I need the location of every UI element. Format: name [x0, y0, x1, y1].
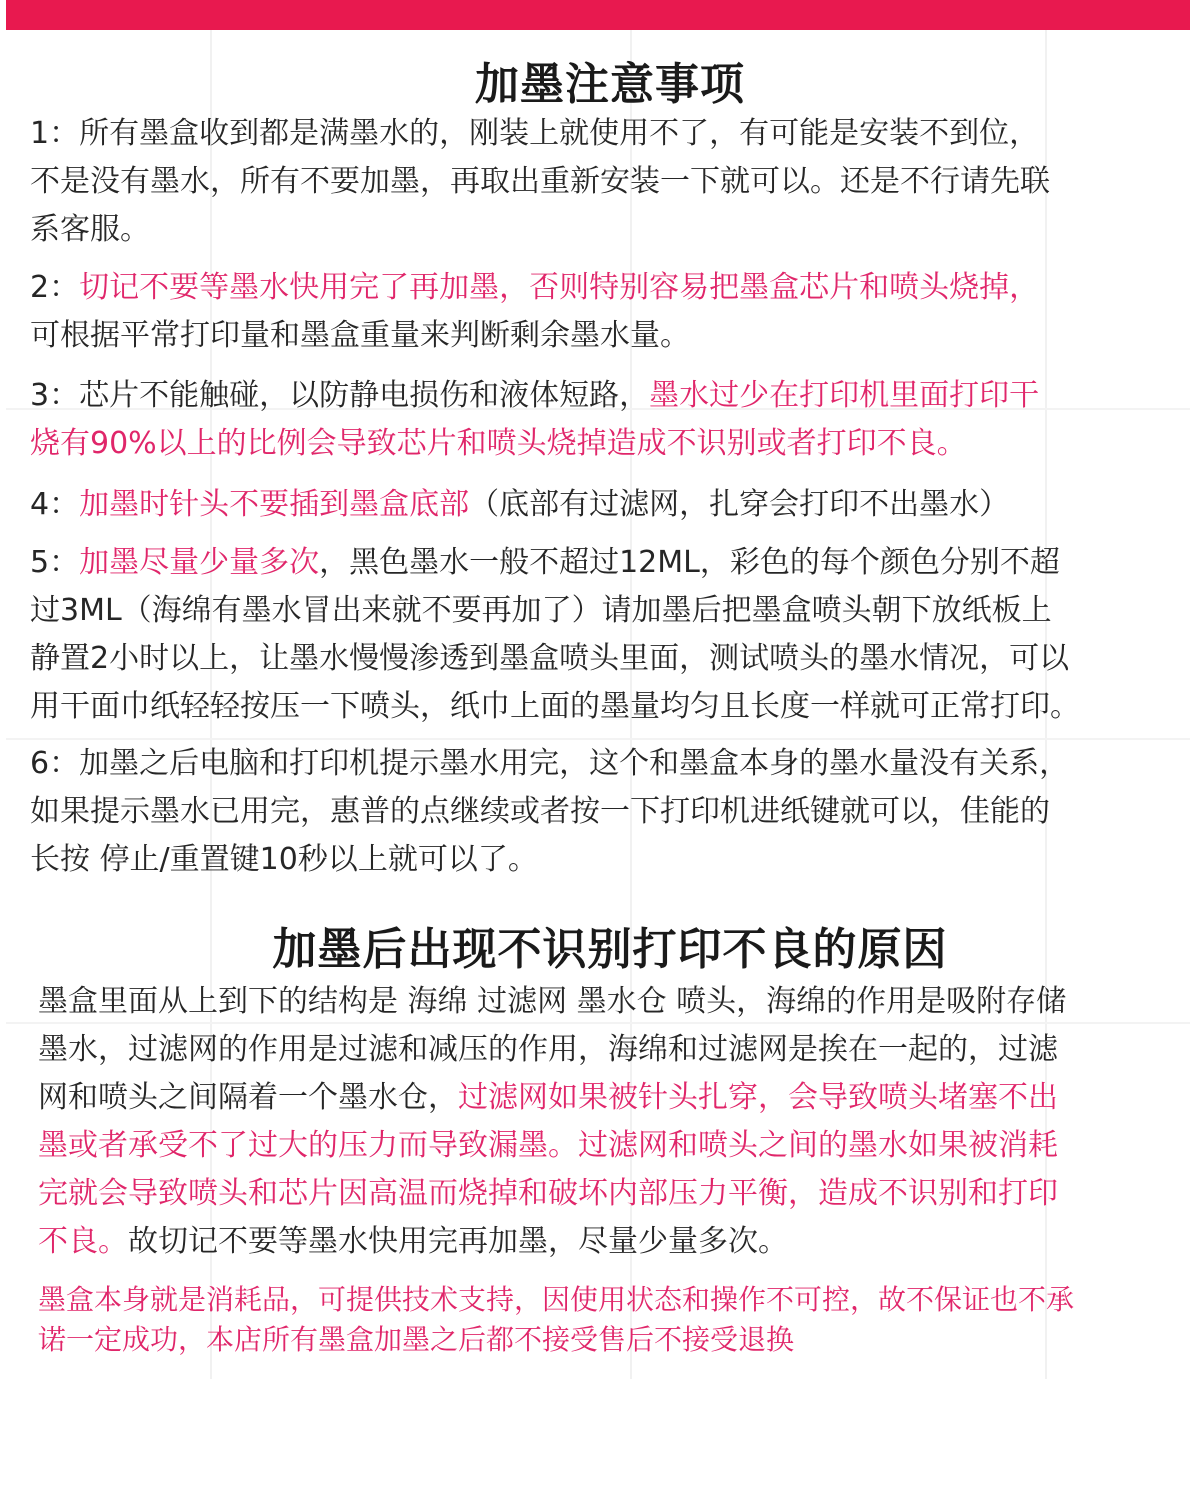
- body-text: 过3ML（海绵有墨水冒出来就不要再加了）请加墨后把墨盒喷头朝下放纸板上: [30, 593, 1052, 628]
- text-line: [30, 312, 1039, 360]
- body-text: 1：所有墨盒收到都是满墨水的，刚装上就使用不了，有可能是安装不到位，: [30, 116, 1040, 151]
- highlight-text: 墨水过少在打印机里面打印干: [649, 378, 1040, 413]
- body-text: 6：加墨之后电脑和打印机提示墨水用完，这个和墨盒本身的墨水量没有关系，: [30, 746, 1070, 781]
- disclaimer-line: 墨盒本身就是消耗品，可提供技术支持，因使用状态和操作不可控，故不保证也不承: [38, 1283, 1075, 1316]
- page-title-notes: 加墨注意事项: [475, 59, 745, 110]
- body-text: 不是没有墨水，所有不要加墨，再取出重新安装一下就可以。还是不行请先联: [30, 164, 1050, 199]
- body-text: 故切记不要等墨水快用完再加墨，尽量少量多次。: [128, 1224, 788, 1259]
- note-item-4: [30, 481, 1009, 529]
- highlight-text: 加墨时针头不要插到墨盒底部: [79, 487, 470, 522]
- text-line: [38, 1170, 1066, 1218]
- text-line: [30, 420, 1039, 468]
- causes-paragraph: [38, 978, 1066, 1266]
- section-title-causes: 加墨后出现不识别打印不良的原因: [272, 924, 948, 975]
- note-item-3: [30, 372, 1039, 468]
- text-line: [30, 788, 1069, 836]
- body-text: 2：: [30, 270, 80, 305]
- text-line: [30, 539, 1080, 587]
- body-text: 用干面巾纸轻轻按压一下喷头，纸巾上面的墨量均匀且长度一样就可正常打印。: [30, 689, 1080, 724]
- highlight-text: 墨或者承受不了过大的压力而导致漏墨。过滤网和喷头之间的墨水如果被消耗: [38, 1128, 1058, 1163]
- highlight-text: 烧有90%以上的比例会导致芯片和喷头烧掉造成不识别或者打印不良。: [30, 426, 967, 461]
- text-line: [30, 683, 1080, 731]
- text-line: [38, 978, 1066, 1026]
- text-line: [30, 740, 1069, 788]
- body-text: 5：: [30, 545, 80, 580]
- text-line: [30, 110, 1050, 158]
- disclaimer-note: [38, 1280, 1074, 1360]
- text-line: [38, 1074, 1066, 1122]
- text-line: [30, 372, 1039, 420]
- body-text: ，黑色墨水一般不超过12ML，彩色的每个颜色分别不超: [319, 545, 1060, 580]
- body-text: 长按 停止/重置键10秒以上就可以了。: [30, 842, 538, 877]
- body-text: 静置2小时以上，让墨水慢慢渗透到墨盒喷头里面，测试喷头的墨水情况，可以: [30, 641, 1070, 676]
- text-line: [30, 206, 1050, 254]
- note-item-6: [30, 740, 1069, 884]
- body-text: 墨水，过滤网的作用是过滤和减压的作用，海绵和过滤网是挨在一起的，过滤: [38, 1032, 1058, 1067]
- highlight-text: 切记不要等墨水快用完了再加墨，否则特别容易把墨盒芯片和喷头烧掉，: [79, 270, 1040, 305]
- text-line: [38, 1218, 1066, 1266]
- body-text: 如果提示墨水已用完，惠普的点继续或者按一下打印机进纸键就可以，佳能的: [30, 794, 1050, 829]
- body-text: 墨盒里面从上到下的结构是 海绵 过滤网 墨水仓 喷头，海绵的作用是吸附存储: [38, 984, 1067, 1019]
- disclaimer-line: 诺一定成功，本店所有墨盒加墨之后都不接受售后不接受退换: [38, 1323, 795, 1356]
- text-line: [30, 158, 1050, 206]
- note-item-5: [30, 539, 1080, 731]
- body-text: （底部有过滤网，扎穿会打印不出墨水）: [469, 487, 1010, 522]
- text-line: [30, 481, 1009, 529]
- text-line: [38, 1122, 1066, 1170]
- body-text: 可根据平常打印量和墨盒重量来判断剩余墨水量。: [30, 318, 690, 353]
- top-banner-bar: [6, 0, 1190, 30]
- highlight-text: 加墨尽量少量多次: [79, 545, 320, 580]
- highlight-text: 过滤网如果被针头扎穿，会导致喷头堵塞不出: [458, 1080, 1058, 1115]
- highlight-text: 完就会导致喷头和芯片因高温而烧掉和破坏内部压力平衡，造成不识别和打印: [38, 1176, 1058, 1211]
- note-item-1: [30, 110, 1050, 254]
- text-line: [30, 635, 1080, 683]
- body-text: 4：: [30, 487, 80, 522]
- body-text: 网和喷头之间隔着一个墨水仓，: [38, 1080, 458, 1115]
- body-text: 系客服。: [30, 212, 150, 247]
- highlight-text: 不良。: [38, 1224, 128, 1259]
- text-line: [30, 836, 1069, 884]
- text-line: [30, 587, 1080, 635]
- note-item-2: [30, 264, 1039, 360]
- text-line: [38, 1026, 1066, 1074]
- text-line: [30, 264, 1039, 312]
- body-text: 3：芯片不能触碰，以防静电损伤和液体短路，: [30, 378, 650, 413]
